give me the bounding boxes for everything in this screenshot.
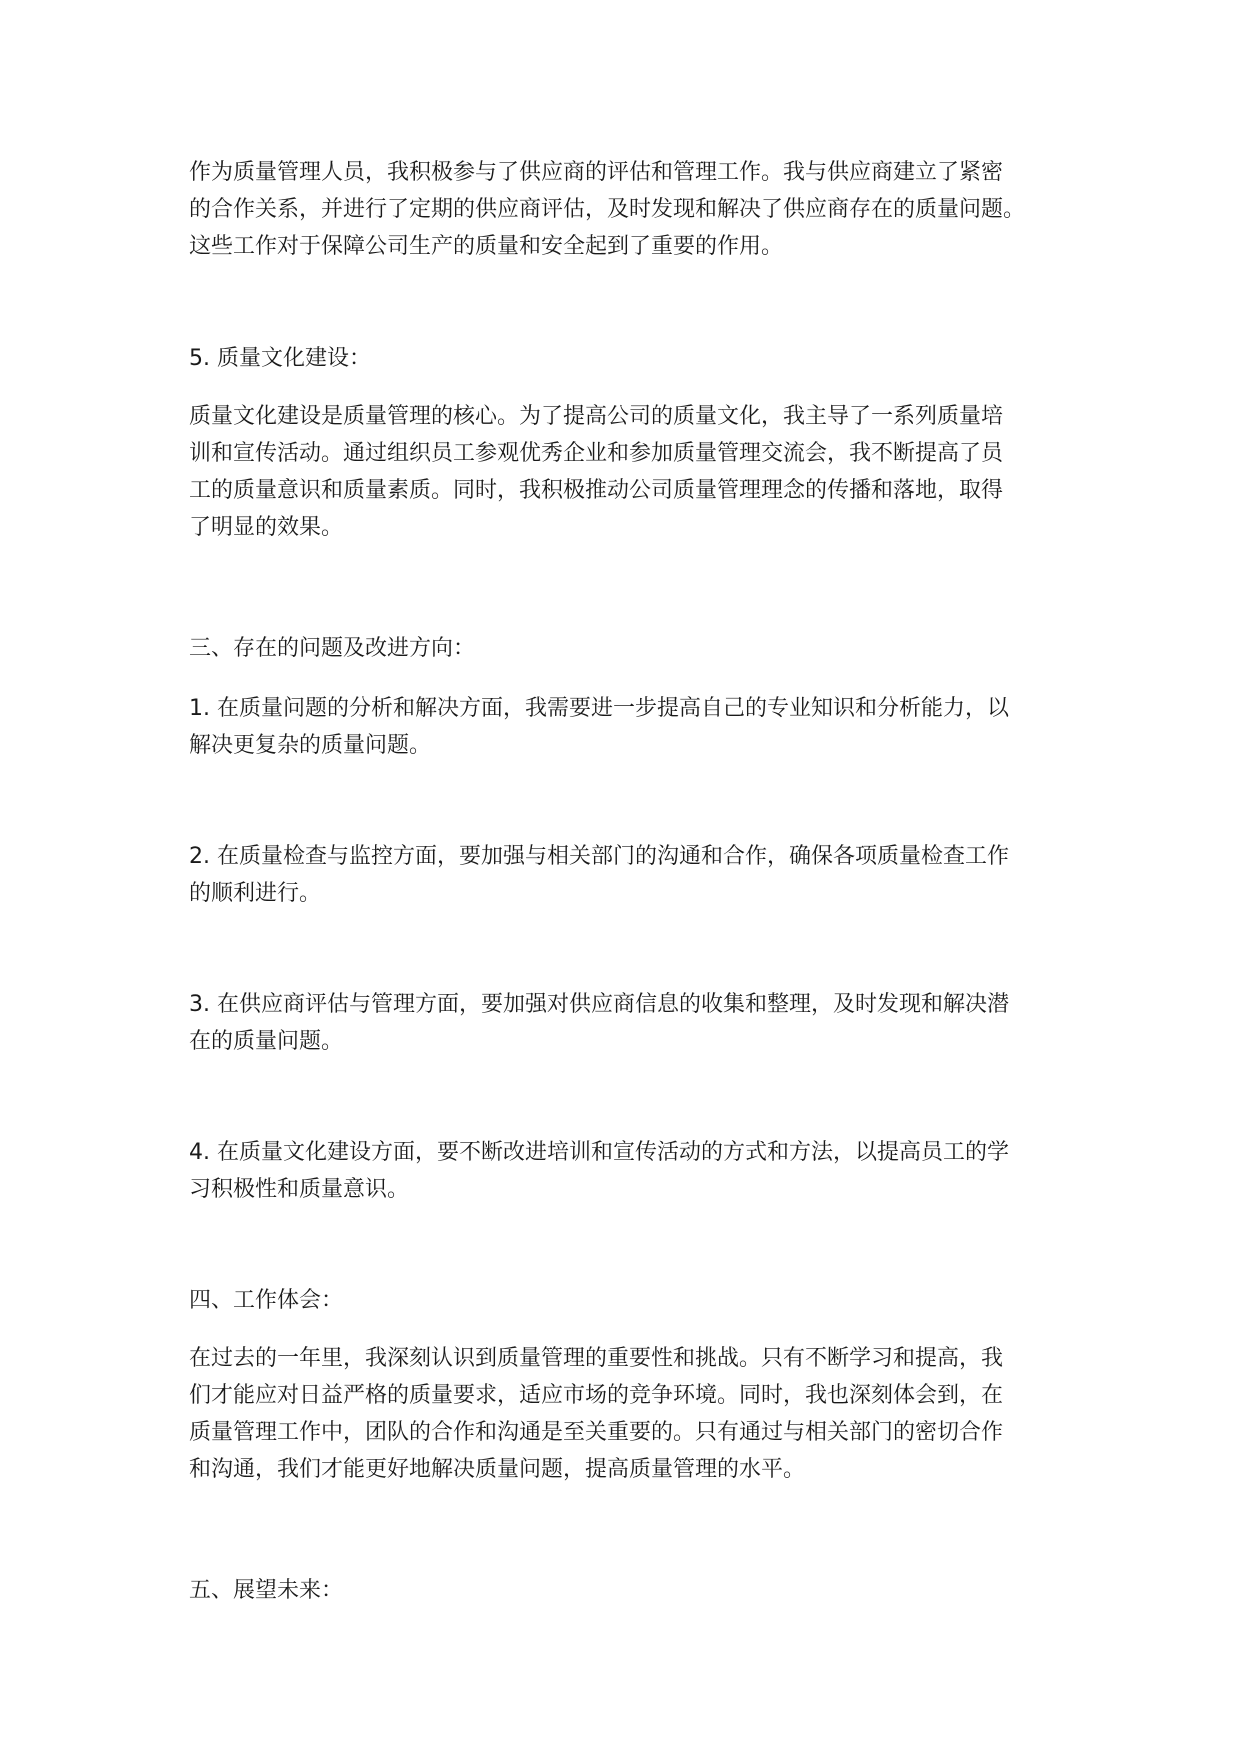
- section-heading: 五、展望未来：: [189, 1578, 344, 1603]
- text-line: 在过去的一年里，我深刻认识到质量管理的重要性和挑战。只有不断学习和提高，我: [189, 1346, 1004, 1371]
- section-heading: 5. 质量文化建设：: [189, 346, 371, 371]
- text-line: 了明显的效果。: [189, 515, 344, 540]
- paragraph-problem-2: [189, 838, 1079, 912]
- text-line: 4. 在质量文化建设方面，要不断改进培训和宣传活动的方式和方法，以提高员工的学: [189, 1140, 1009, 1165]
- text-line: 在的质量问题。: [189, 1029, 344, 1054]
- text-line: 习积极性和质量意识。: [189, 1177, 410, 1202]
- heading-outlook: [189, 1572, 1079, 1609]
- text-line: 2. 在质量检查与监控方面，要加强与相关部门的沟通和合作，确保各项质量检查工作: [189, 844, 1009, 869]
- text-line: 1. 在质量问题的分析和解决方面，我需要进一步提高自己的专业知识和分析能力，以: [189, 696, 1009, 721]
- text-line: 们才能应对日益严格的质量要求，适应市场的竞争环境。同时，我也深刻体会到，在: [189, 1383, 1004, 1408]
- text-line: 3. 在供应商评估与管理方面，要加强对供应商信息的收集和整理，及时发现和解决潜: [189, 992, 1009, 1017]
- text-line: 训和宣传活动。通过组织员工参观优秀企业和参加质量管理交流会，我不断提高了员: [189, 441, 1004, 466]
- paragraph-problem-4: [189, 1134, 1079, 1208]
- text-line: 的顺利进行。: [189, 881, 322, 906]
- text-line: 作为质量管理人员，我积极参与了供应商的评估和管理工作。我与供应商建立了紧密: [189, 160, 1004, 185]
- heading-quality-culture: [189, 340, 1079, 377]
- paragraph-quality-culture: [189, 398, 1079, 546]
- heading-experience: [189, 1282, 1079, 1319]
- text-line: 这些工作对于保障公司生产的质量和安全起到了重要的作用。: [189, 234, 784, 259]
- paragraph-supplier-management: [189, 154, 1079, 265]
- heading-problems: [189, 630, 1079, 667]
- paragraph-problem-3: [189, 986, 1079, 1060]
- paragraph-problem-1: [189, 690, 1079, 764]
- section-heading: 三、存在的问题及改进方向：: [189, 636, 476, 661]
- text-line: 质量文化建设是质量管理的核心。为了提高公司的质量文化，我主导了一系列质量培: [189, 404, 1004, 429]
- text-line: 质量管理工作中，团队的合作和沟通是至关重要的。只有通过与相关部门的密切合作: [189, 1420, 1004, 1445]
- text-line: 和沟通，我们才能更好地解决质量问题，提高质量管理的水平。: [189, 1457, 806, 1482]
- text-line: 解决更复杂的质量问题。: [189, 733, 432, 758]
- section-heading: 四、工作体会：: [189, 1288, 344, 1313]
- text-line: 工的质量意识和质量素质。同时，我积极推动公司质量管理理念的传播和落地，取得: [189, 478, 1004, 503]
- text-line: 的合作关系，并进行了定期的供应商评估，及时发现和解决了供应商存在的质量问题。: [189, 197, 1026, 222]
- paragraph-experience: [189, 1340, 1079, 1488]
